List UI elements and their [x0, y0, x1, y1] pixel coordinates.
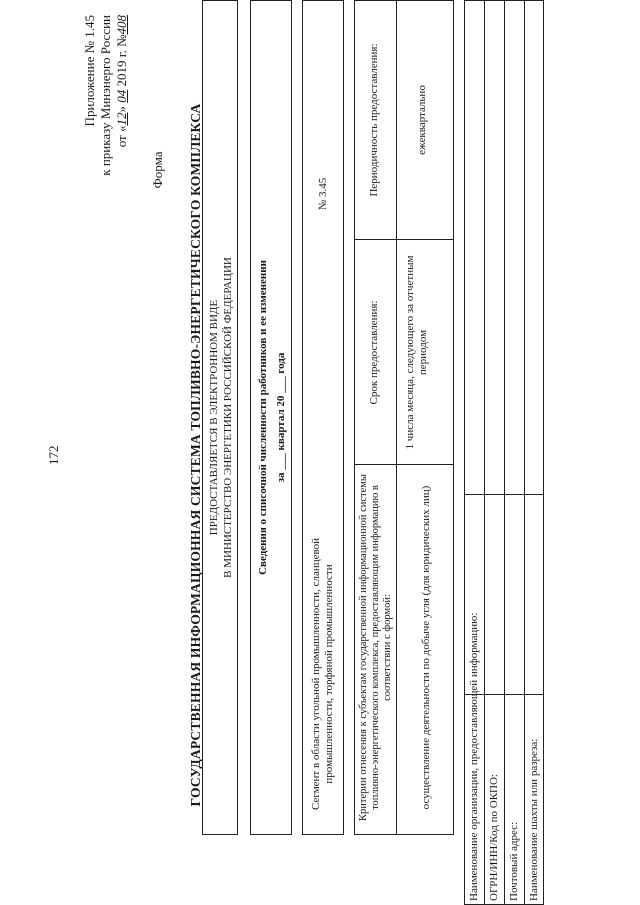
postal-address-label: Почтовый адрес: [508, 821, 520, 901]
term-header: Срок предоставления: [368, 300, 380, 405]
segment-box [302, 0, 344, 835]
frequency-value: ежеквартально [416, 85, 428, 155]
appendix-date-mid: » [114, 106, 129, 113]
appendix-year: 2019 г. № [114, 34, 129, 87]
appendix-order-number: 408 [114, 15, 129, 35]
page-number: 172 [46, 445, 61, 465]
criteria-col-divider-1 [354, 464, 454, 465]
appendix-header [82, 15, 130, 215]
appendix-line-3 [114, 15, 130, 215]
org-row-divider-1 [484, 0, 485, 905]
form-number: № 3.45 [317, 177, 329, 211]
frequency-header: Периодичность предоставления: [368, 43, 380, 197]
org-ids-label: ОГРН/ИНН/Код по ОКПО: [488, 774, 500, 901]
appendix-day: 12 [114, 112, 129, 126]
appendix-month: 04 [114, 89, 129, 103]
org-row-divider-3 [524, 0, 525, 905]
report-title: Сведения о списочной численности работников и ее изменении [257, 260, 269, 575]
report-title-box [250, 0, 292, 835]
criteria-header: Критерии отнесения к субъектам государственной информационной системы топливно-энергетического комплекса, предоставляющим информацию в соответствии с формой: [358, 474, 393, 821]
term-value: 1 числа месяца, следующего за отчетным периодом [404, 255, 429, 450]
provide-line-1: ПРЕДОСТАВЛЯЕТСЯ В ЭЛЕКТРОННОМ ВИДЕ [208, 299, 220, 536]
mine-name-label: Наименование шахты или разреза: [528, 738, 540, 901]
system-title: ГОСУДАРСТВЕННАЯ ИНФОРМАЦИОННАЯ СИСТЕМА ТОПЛИВНО-ЭНЕРГЕТИЧЕСКОГО КОМПЛЕКСА [188, 103, 203, 807]
criteria-value: осуществление деятельности по добыче угля (для юридических лиц) [420, 485, 432, 810]
appendix-date-prefix: от « [114, 125, 129, 148]
org-col-divider-2 [464, 494, 544, 495]
report-period: за ___ квартал 20 ___ года [275, 352, 287, 483]
org-row-divider-2 [504, 0, 505, 905]
criteria-col-divider-2 [354, 239, 454, 240]
provide-line-2: В МИНИСТЕРСТВО ЭНЕРГЕТИКИ РОССИЙСКОЙ ФЕДЕРАЦИИ [222, 257, 234, 578]
form-label: Форма [150, 151, 165, 189]
segment-text: Сегмент в области угольной промышленности, сланцевой промышленности, торфяной промышленности [310, 538, 335, 811]
appendix-line-1: Приложение № 1.45 [82, 15, 97, 127]
provide-box [202, 0, 238, 835]
criteria-row-divider [396, 0, 397, 835]
appendix-line-2: к приказу Минэнерго России [98, 15, 113, 176]
org-name-label: Наименование организации, предоставляющей информацию: [468, 612, 480, 901]
